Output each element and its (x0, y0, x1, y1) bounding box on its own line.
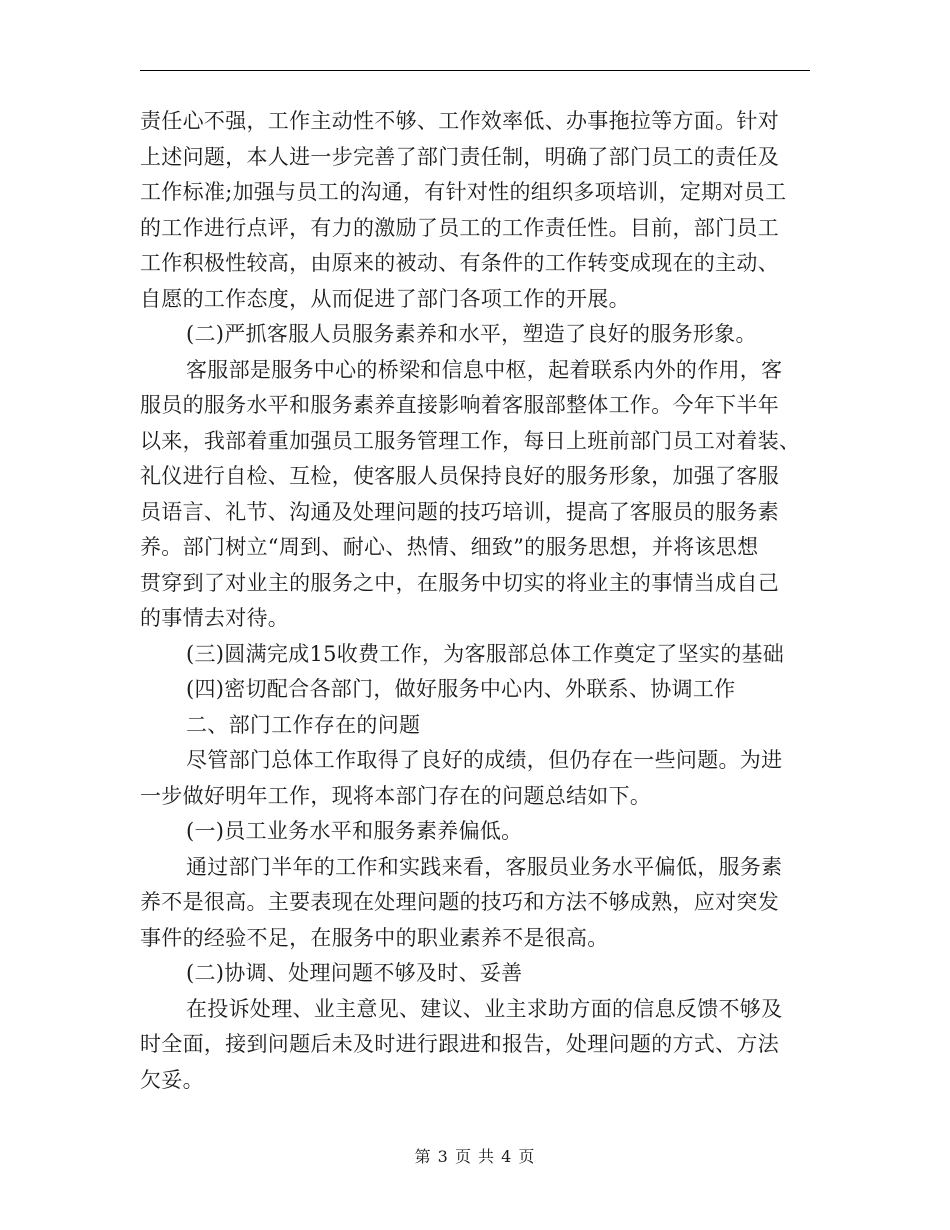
text-line: 养。部门树立“周到、耐心、热情、细致”的服务思想，并将该思想 (140, 535, 759, 559)
text-line: 贯穿到了对业主的服务之中，在服务中切实的将业主的事情当成自己 (140, 570, 779, 595)
text-line: 时全面，接到问题后未及时进行跟进和报告，处理问题的方式、方法 (140, 1032, 779, 1056)
text-line: 欠妥。 (140, 1067, 204, 1092)
text-line: 工作积极性较高，由原来的被动、有条件的工作转变成现在的主动、 (140, 251, 779, 275)
text-line: 自愿的工作态度，从而促进了部门各项工作的开展。 (140, 286, 630, 311)
body-text (140, 104, 812, 1098)
text-line: 工作标准;加强与员工的沟通，有针对性的组织多项培训，定期对员工 (140, 180, 787, 204)
text-line: (四)密切配合各部门，做好服务中心内、外联系、协调工作 (186, 677, 736, 701)
text-line: (一)员工业务水平和服务素养偏低。 (186, 819, 523, 843)
text-line: (二)协调、处理问题不够及时、妥善 (186, 961, 523, 985)
page-footer: 第 3 页 共 4 页 (414, 1147, 536, 1166)
text-line: 以来，我部着重加强员工服务管理工作，每日上班前部门员工对着装、 (140, 428, 801, 453)
text-line: (三)圆满完成15收费工作，为客服部总体工作奠定了坚实的基础 (186, 641, 785, 666)
text-line: 员语言、礼节、沟通及处理问题的技巧培训，提高了客服员的服务素 (140, 499, 779, 524)
text-line: 的工作进行点评，有力的激励了员工的工作责任性。目前，部门员工 (140, 215, 779, 240)
text-line: 通过部门半年的工作和实践来看，客服员业务水平偏低，服务素 (186, 854, 783, 879)
text-line: 在投诉处理、业主意见、建议、业主求助方面的信息反馈不够及 (186, 996, 783, 1021)
text-line: 客服部是服务中心的桥梁和信息中枢，起着联系内外的作用，客 (186, 357, 783, 382)
text-line: 责任心不强，工作主动性不够、工作效率低、办事拖拉等方面。针对 (140, 109, 779, 133)
text-line: 礼仪进行自检、互检，使客服人员保持良好的服务形象，加强了客服 (140, 464, 779, 488)
text-line: 的事情去对待。 (140, 606, 290, 630)
text-line: 二、部门工作存在的问题 (186, 712, 421, 737)
text-line: 上述问题，本人进一步完善了部门责任制，明确了部门员工的责任及 (140, 144, 779, 169)
text-line: 服员的服务水平和服务素养直接影响着客服部整体工作。今年下半年 (140, 393, 779, 417)
text-line: (二)严抓客服人员服务素养和水平，塑造了良好的服务形象。 (186, 322, 757, 346)
text-line: 尽管部门总体工作取得了良好的成绩，但仍存在一些问题。为进 (186, 748, 783, 772)
header-rule (140, 70, 810, 71)
text-line: 事件的经验不足，在服务中的职业素养不是很高。 (140, 925, 609, 950)
text-line: 养不是很高。主要表现在处理问题的技巧和方法不够成熟，应对突发 (140, 890, 779, 914)
text-line: 一步做好明年工作，现将本部门存在的问题总结如下。 (140, 783, 652, 808)
